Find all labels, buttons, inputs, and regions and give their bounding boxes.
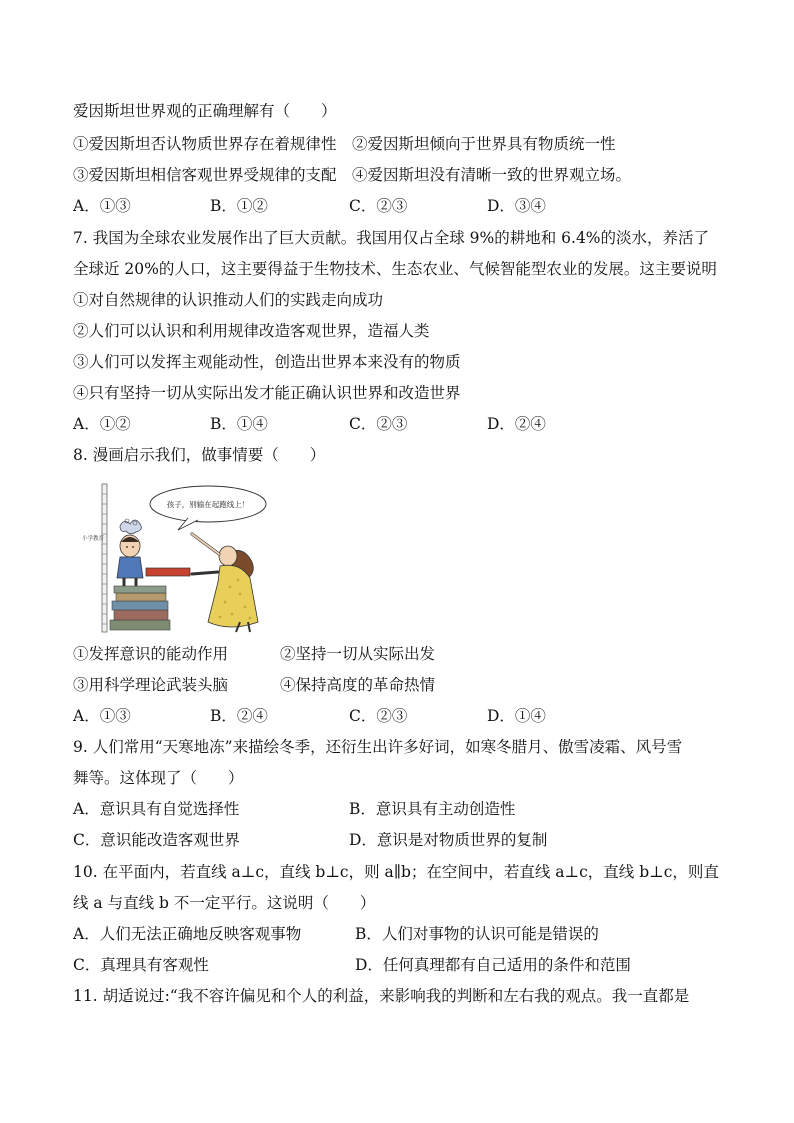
question-10-option-b: B．人们对事物的认识可能是错误的 [355,925,599,943]
question-10-stem-line-2: 线 a 与直线 b 不一定平行。这说明（ ） [73,894,376,912]
question-7-statement-2: ②人们可以认识和利用规律改造客观世界，造福人类 [73,322,430,340]
question-7-option-b: B．①④ [210,415,268,433]
question-10-option-a: A．人们无法正确地反映客观事物 [73,925,302,943]
question-6-option-d: D．③④ [487,197,546,215]
question-6-options [73,196,723,216]
question-9-option-b: B．意识具有主动创造性 [349,800,516,818]
question-6-option-c: C．②③ [349,197,408,215]
cartoon-woman-head [219,546,237,566]
question-10-options-row-1 [73,924,723,944]
question-9-stem-line-1: 9. 人们常用“天寒地冻”来描绘冬季，还衍生出许多好词，如寒冬腊月、傲雪凌霜、风号雪 [73,738,683,756]
question-6-statement-line-1: ①爱因斯坦否认物质世界存在着规律性 ②爱因斯坦倾向于世界具有物质统一性 [73,135,616,153]
question-7-options [73,414,723,434]
question-6-stem: 爱因斯坦世界观的正确理解有（ ） [73,102,337,120]
question-6-option-b: B．①② [210,197,268,215]
question-8-option-d: D．①④ [487,707,546,725]
question-8-statement-3: ③用科学理论武装头脑 [73,676,229,694]
question-8-option-b: B．②④ [210,707,268,725]
question-8-statement-2: ②坚持一切从实际出发 [280,645,436,663]
cartoon-red-book [146,568,190,576]
question-9-option-d: D．意识是对物质世界的复制 [349,831,548,849]
question-9-stem-line-2: 舞等。这体现了（ ） [73,769,244,787]
question-11-stem: 11. 胡适说过:“我不容许偏见和个人的利益，来影响我的判断和左右我的观点。我一直都是 [73,987,690,1005]
question-6-option-a: A．①③ [73,197,131,215]
cartoon-speech-text: 孩子，别输在起跑线上！ [166,500,250,509]
question-7-statement-1: ①对自然规律的认识推动人们的实践走向成功 [73,291,384,309]
question-10-option-d: D．任何真理都有自己适用的条件和范围 [355,956,631,974]
question-7-option-d: D．②④ [487,415,546,433]
question-10-stem-line-1: 10. 在平面内，若直线 a⊥c，直线 b⊥c，则 a∥b；在空间中，若直线 a⊥c，直线 b⊥c，则直 [73,863,719,881]
question-7-statement-3: ③人们可以发挥主观能动性，创造出世界本来没有的物质 [73,353,461,371]
question-8-statements-row-2 [73,675,723,695]
question-8-statements-row-1 [73,644,723,664]
question-8-statement-1: ①发挥意识的能动作用 [73,645,229,663]
question-9-option-c: C．意识能改造客观世界 [73,831,240,849]
cartoon-ruler-label: 小学教育 [82,536,105,542]
question-8-stem: 8. 漫画启示我们，做事情要（ ） [73,446,326,464]
question-7-option-a: A．①② [73,415,131,433]
question-8-option-c: C．②③ [349,707,408,725]
question-7-stem-line-1: 7. 我国为全球农业发展作出了巨大贡献。我国用仅占全球 9%的耕地和 6.4%的淡水，养活了 [73,229,710,247]
question-9-options-row-2 [73,830,723,850]
question-7-statement-4: ④只有坚持一切从实际出发才能正确认识世界和改造世界 [73,384,461,402]
question-8-option-a: A．①③ [73,707,131,725]
question-9-option-a: A．意识具有自觉选择性 [73,800,240,818]
cartoon-scribble [120,520,141,534]
question-9-options-row-1 [73,799,723,819]
question-8-options [73,706,723,726]
cartoon-child-body [117,557,143,578]
question-8-statement-4: ④保持高度的革命热情 [280,676,436,694]
question-7-option-c: C．②③ [349,415,408,433]
question-10-options-row-2 [73,955,723,975]
question-10-option-c: C．真理具有客观性 [73,956,209,974]
cartoon-image [80,482,272,634]
cartoon-ruler [102,484,107,632]
question-6-statement-line-2: ③爱因斯坦相信客观世界受规律的支配 ④爱因斯坦没有清晰一致的世界观立场。 [73,166,632,184]
question-7-stem-line-2: 全球近 20%的人口，这主要得益于生物技术、生态农业、气候智能型农业的发展。这主要说明 [73,260,717,278]
